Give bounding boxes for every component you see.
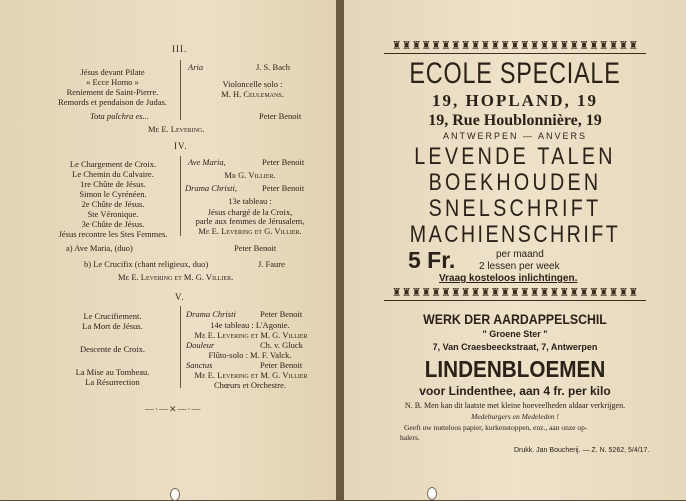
tableau-13-desc-1: Jésus chargé de la Croix,: [207, 207, 293, 217]
tableau-14: 14e tableau : L'Agonie.: [210, 320, 290, 330]
printer-credit: Drukk. Jan Boucherij. — Z. N. 5262, 5/4/17.: [514, 447, 650, 454]
episode-line: Jésus recontre les Stes Femmes.: [58, 229, 168, 239]
lessen-per-week: 2 lessen per week: [479, 261, 560, 272]
douleur-composer: Ch. v. Gluck: [260, 340, 303, 350]
resurrection: La Résurrection: [85, 377, 140, 387]
sanctus-label: Sanctus: [186, 360, 213, 370]
episode-line: Reniement de Saint-Pierre.: [66, 87, 159, 97]
ave-maria-duo-composer: Peter Benoit: [234, 243, 277, 253]
descente-de-croix: Descente de Croix.: [80, 344, 145, 354]
price-5-fr: 5 Fr.: [408, 247, 456, 273]
duo-performers: Me E. Levering et M. G. Villier.: [118, 272, 234, 282]
villier-credit: Mr G. Villier.: [224, 170, 276, 180]
tableau-13-desc-2: parle aux femmes de Jérusalem,: [195, 216, 305, 226]
tableau-13-performers: Me E. Levering et G. Villier.: [198, 226, 302, 236]
ceulemans: M. H. Ceulemans.: [221, 89, 284, 99]
section-4-episodes: [46, 159, 180, 239]
vraag-kosteloos: Vraag kosteloos inlichtingen.: [439, 273, 578, 284]
per-maand: per maand: [496, 249, 544, 260]
top-rule: [384, 53, 646, 54]
medeburgers: Medeburgers en Medeleden !: [471, 412, 559, 421]
levering-credit: Me E. Levering.: [148, 124, 205, 134]
snelschrift: SNELSCHRIFT: [428, 195, 602, 222]
section-5-divider: [180, 306, 181, 388]
violoncelle-solo: Violoncelle solo :: [222, 79, 283, 89]
episode-line: 1re Chûte de Jésus.: [80, 179, 146, 189]
lindenthee-price: voor Lindenthee, aan 4 fr. per kilo: [419, 384, 611, 398]
book-gutter: [336, 0, 344, 500]
binding-hole: [170, 488, 180, 501]
le-crucifix: b) Le Crucifix (chant religieux, duo): [84, 259, 209, 269]
geeft-line-1: Geeft uw nutteloos papier, kurkenstoppen, enz., aan onze op-: [404, 423, 588, 432]
tableau-14-performers: Me E. Levering et M. G. Villier: [194, 330, 308, 340]
tota-pulchra: Tota pulchra es...: [90, 111, 149, 121]
ave-maria-composer: Peter Benoit: [262, 157, 305, 167]
bottom-rule: [384, 300, 646, 301]
nb-note: N. B. Men kan dit laatste met kleine hoeveelheden aldaar verkrijgen.: [404, 401, 626, 410]
boekhouden: BOEKHOUDEN: [428, 169, 602, 196]
city-line: ANTWERPEN — ANVERS: [442, 131, 588, 141]
binding-hole: [427, 487, 437, 500]
drama-christi-label: Drama Christi,: [185, 183, 237, 193]
sanctus-performers: Me E. Levering et M. G. Villier: [194, 370, 308, 380]
drama-christi-composer: Peter Benoit: [262, 183, 305, 193]
groene-ster: " Groene Ster ": [482, 329, 548, 339]
section-4-divider: [180, 156, 181, 236]
tableau-13: 13e tableau :: [228, 196, 272, 206]
top-ornament-border: ♜♜♜♜♜♜♜♜♜♜♜♜♜♜♜♜♜♜♜♜♜♜♜♜♜: [391, 40, 639, 52]
episode-line: Le Chemin du Calvaire.: [72, 169, 154, 179]
ave-maria-label: Ave Maria,: [188, 157, 226, 167]
werk-der-aardappelschil: WERK DER AARDAPPELSCHIL: [423, 311, 607, 327]
machienschrift: MACHIENSCHRIFT: [409, 221, 621, 248]
mort-de-jesus: La Mort de Jésus.: [82, 321, 143, 331]
episode-line: « Ecce Homo »: [86, 77, 139, 87]
le-crucifix-composer: J. Faure: [258, 259, 285, 269]
episode-line: Ste Véronique.: [87, 209, 139, 219]
end-ornament: —·—✕—·—: [145, 404, 202, 414]
van-craesbeeckstraat: 7, Van Craesbeeckstraat, 7, Antwerpen: [432, 342, 598, 352]
ave-maria-duo: a) Ave Maria, (duo): [66, 243, 133, 253]
sanctus-composer: Peter Benoit: [260, 360, 303, 370]
episode-line: Le Chargement de Croix.: [69, 159, 157, 169]
aria-label: Aria: [188, 62, 204, 72]
ecole-speciale-title: ECOLE SPECIALE: [409, 57, 621, 90]
choeurs-orchestre: Chœurs et Orchestre.: [214, 380, 286, 390]
episode-line: Jésus devant Pilate: [80, 67, 145, 77]
bottom-ornament-border: ♜♜♜♜♜♜♜♜♜♜♜♜♜♜♜♜♜♜♜♜♜♜♜♜♜: [391, 287, 639, 299]
address-rue: 19, Rue Houblonnière, 19: [428, 112, 602, 129]
levende-talen: LEVENDE TALEN: [414, 143, 616, 170]
section-4-numeral: IV.: [174, 141, 188, 151]
tota-composer: Peter Benoit: [259, 111, 302, 121]
douleur-label: Douleur: [186, 340, 215, 350]
section-3-divider: [180, 60, 181, 120]
episode-line: Remords et pendaison de Judas.: [58, 97, 167, 107]
lindenbloemen: LINDENBLOEMEN: [424, 356, 606, 382]
episode-line: Simon le Cyrénéen.: [79, 189, 147, 199]
episode-line: 2e Chûte de Jésus.: [81, 199, 145, 209]
section-3-numeral: III.: [172, 44, 188, 54]
drama-christi-composer-v: Peter Benoit: [260, 309, 303, 319]
episode-line: 3e Chûte de Jésus.: [81, 219, 145, 229]
section-3-episodes: [50, 67, 175, 107]
address-hopland: 19, HOPLAND, 19: [432, 91, 598, 110]
flute-solo: Flûto-solo : M. F. Valck.: [208, 350, 292, 360]
mise-au-tombeau: La Mise au Tombeau.: [75, 367, 150, 377]
section-5-numeral: V.: [175, 292, 185, 302]
geeft-line-2: halers.: [400, 433, 420, 442]
aria-composer: J. S. Bach: [256, 62, 290, 72]
crucifiement: Le Crucifiement.: [83, 311, 142, 321]
drama-christi-label-v: Drama Christi: [186, 309, 236, 319]
left-page: [0, 0, 336, 500]
right-page: [344, 0, 686, 500]
